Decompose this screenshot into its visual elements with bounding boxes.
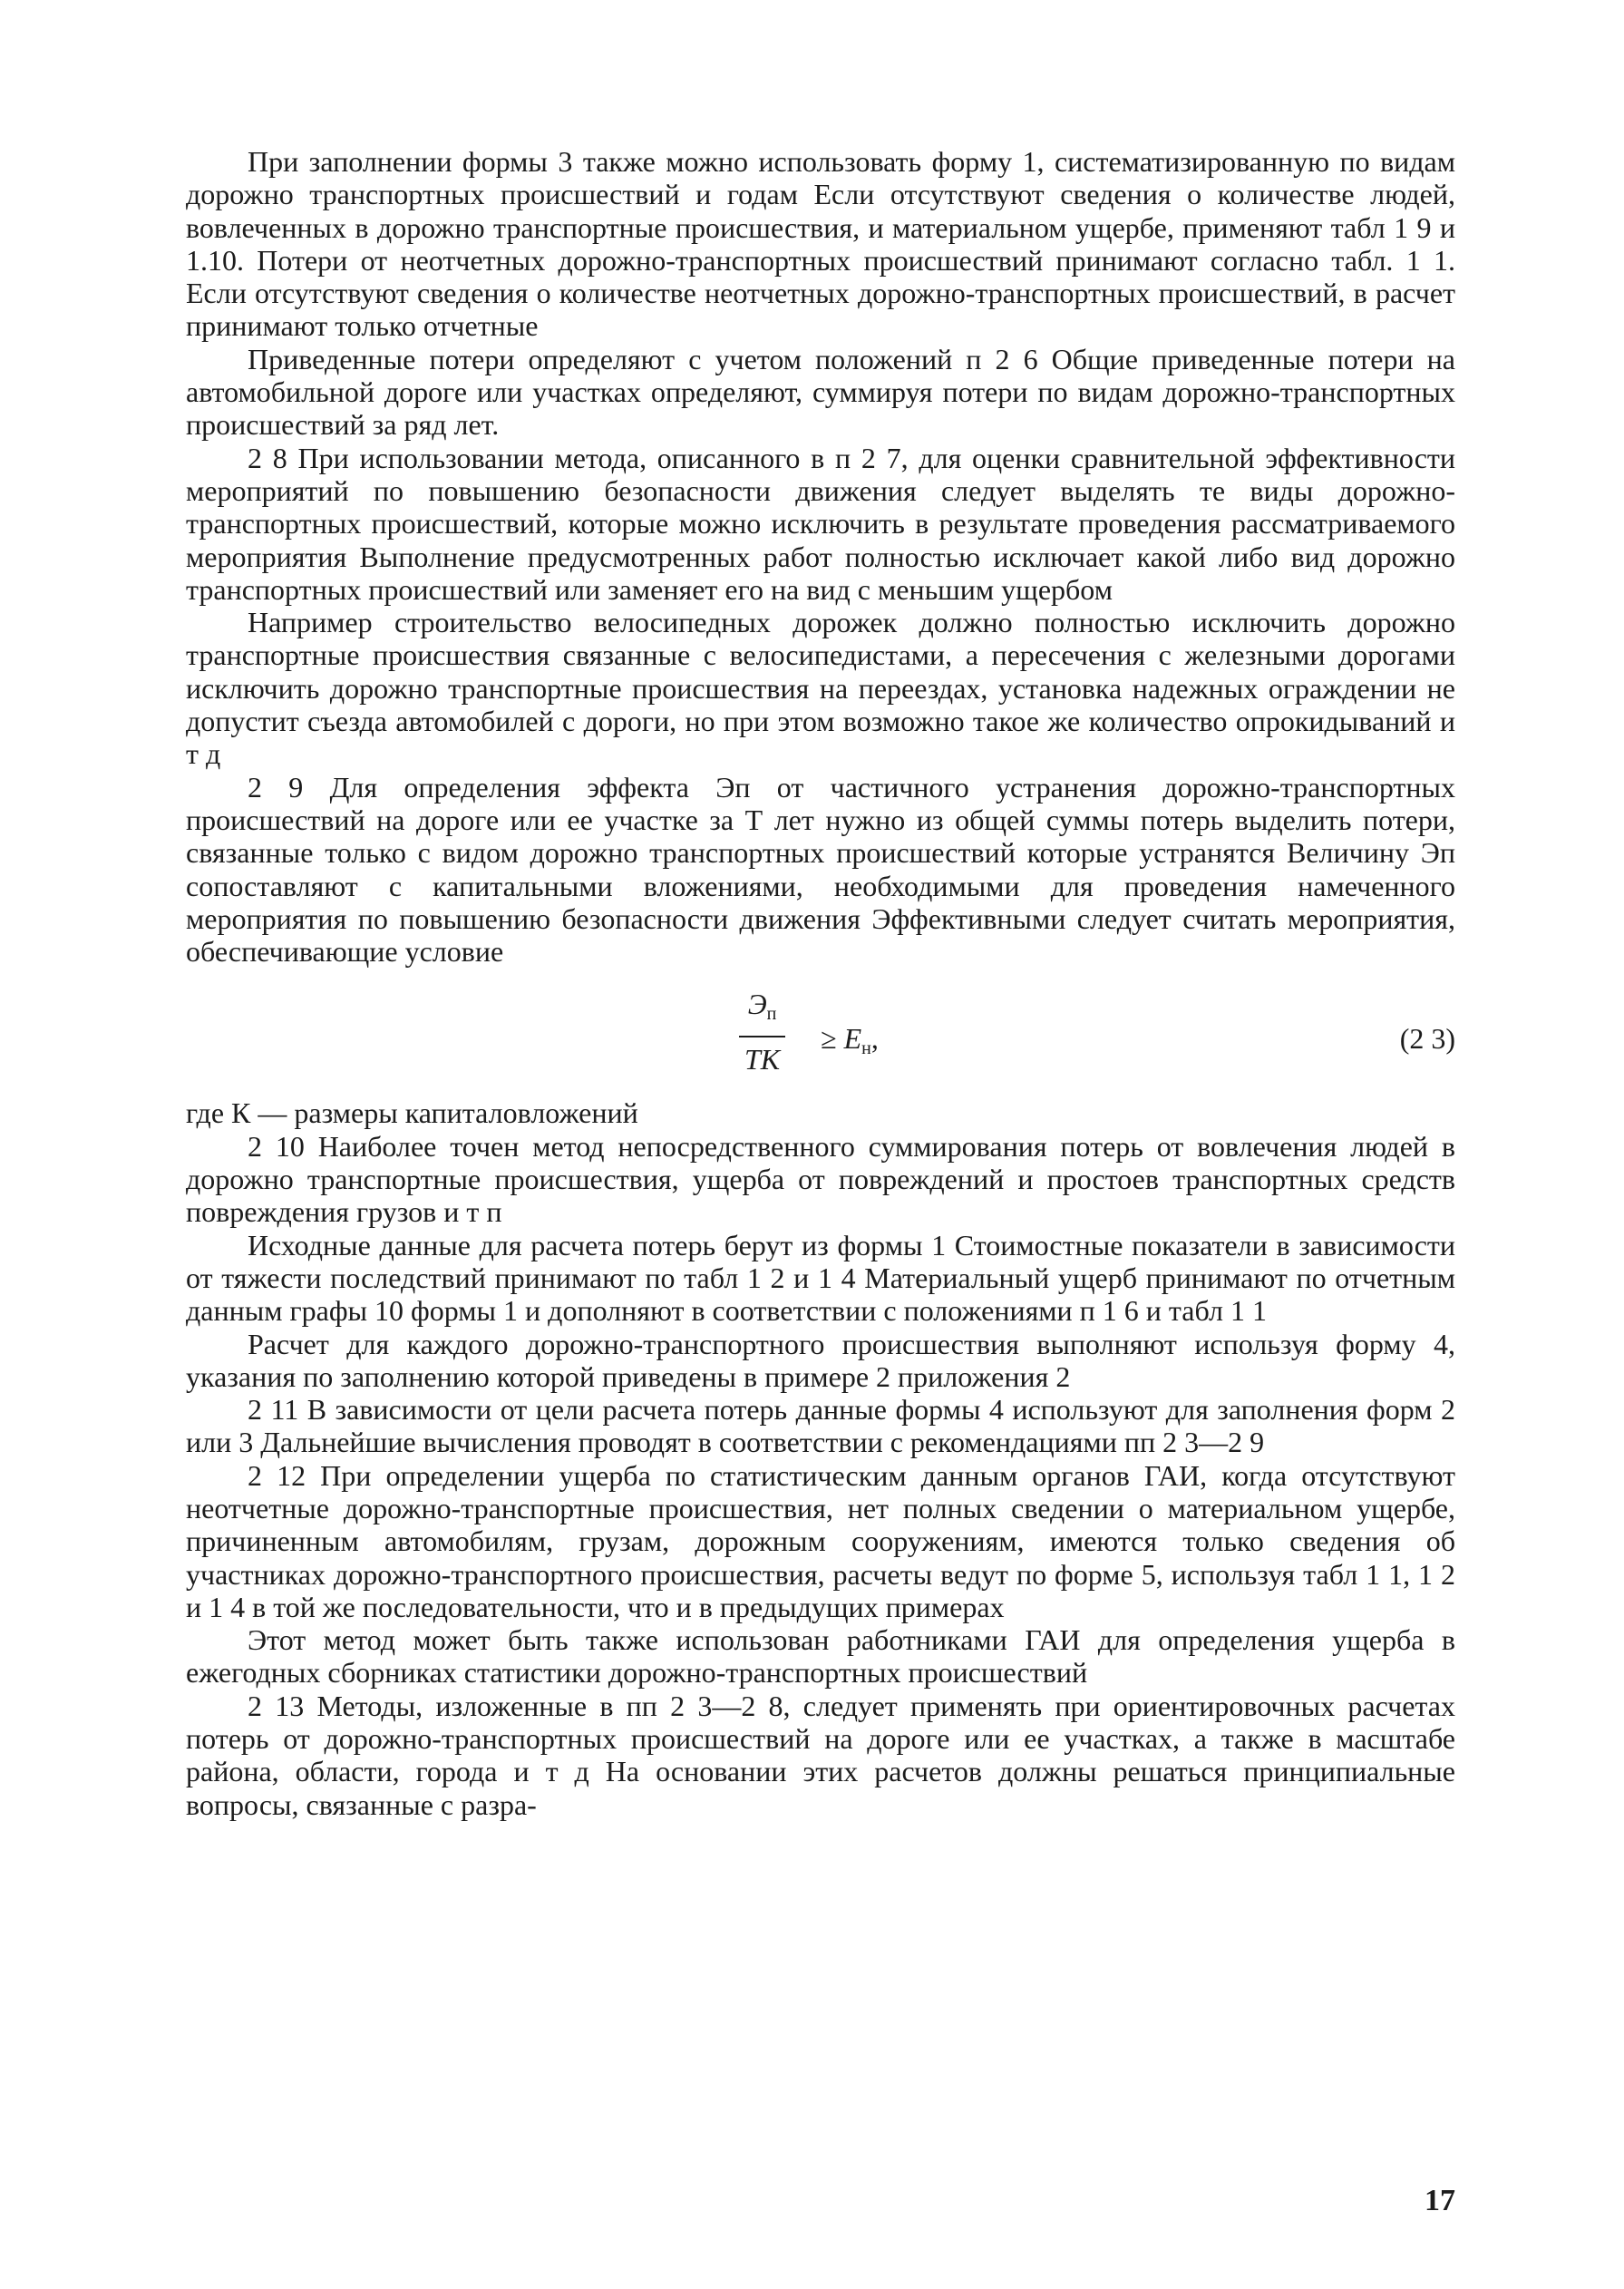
formula-fraction [739,986,785,1077]
formula-2-3 [186,973,1455,1089]
formula-relation: ≥ $E_н$, [821,1022,879,1059]
paragraph-example: Например строительство велосипедных дорожек должно полностью исключить дорожно транспортные происшествия связанные с велосипедистами, а пересечения с железными дорогами исключить дорожно транспортные происшествия на переездах, установка надежных ограждении не допустит съезда автомобилей с дороги, но при этом возможно такое же количество опрокидываний и т д [186,606,1455,771]
equation-number: (2 3) [1399,1022,1455,1056]
paragraph-2-10: 2 10 Наиболее точен метод непосредственного суммирования потерь от вовлечения людей в дорожно транспортные происшествия, ущерба от повреждений и простоев транспортных средств повреждения грузов и т п [186,1129,1455,1229]
paragraph-2-9: 2 9 Для определения эффекта Эп от частичного устранения дорожно-транспортных происшествий на дороге или ее участке за Т лет нужно из общей суммы потерь выделить потери, связанные только с видом дорожно транспортных происшествий которые устранятся Величину Эп сопоставляют с капитальными вложениями, необходимыми для проведения намеченного мероприятия по повышению безопасности движения Эффективными следует считать мероприятия, обеспечивающие условие [186,770,1455,969]
page-number: 17 [1425,2184,1455,2217]
paragraph-reduced-losses: Приведенные потери определяют с учетом положений п 2 6 Общие приведенные потери на автомобильной дороге или участках определяют, суммируя потери по видам дорожно-транспортных происшествий за ряд лет. [186,342,1455,442]
paragraph-2-13: 2 13 Методы, изложенные в пп 2 3—2 8, следует применять при ориентировочных расчетах потерь от дорожно-транспортных происшествий на дороге или ее участках, а также в масштабе района, области, города и т д На основании этих расчетов должны решаться принципиальные вопросы, связанные с разра- [186,1689,1455,1821]
paragraph-2-11: 2 11 В зависимости от цели расчета потерь данные формы 4 используют для заполнения форм 2 или 3 Дальнейшие вычисления проводят в соответствии с рекомендациями пп 2 3—2 9 [186,1393,1455,1459]
paragraph-2-12: 2 12 При определении ущерба по статистическим данным органов ГАИ, когда отсутствуют неотчетные дорожно-транспортные происшествия, нет полных сведении о материальном ущербе, причиненным автомобилям, грузам, дорожным сооружениям, имеются только сведения об участниках дорожно-транспортного происшествия, расчеты ведут по форме 5, используя табл 1 1, 1 2 и 1 4 в той же последовательности, что и в предыдущих примерах [186,1458,1455,1623]
fraction-bar [739,1036,785,1037]
document-page [186,145,1455,1821]
paragraph-source-data: Исходные данные для расчета потерь берут из формы 1 Стоимостные показатели в зависимости от тяжести последствий принимают по табл 1 2 и 1 4 Материальный ущерб принимают по отчетным данным графы 10 формы 1 и дополняют в соответствии с положениями п 1 6 и табл 1 1 [186,1228,1455,1328]
formula-numerator: $Э_п$ [747,988,777,1025]
paragraph-where-k: где К — размеры капиталовложений [186,1096,638,1130]
formula-denominator: ТК [744,1043,781,1076]
paragraph-gai-method: Этот метод может быть также использован работниками ГАИ для определения ущерба в ежегодных сборниках статистики дорожно-транспортных происшествий [186,1623,1455,1690]
paragraph-calculation: Расчет для каждого дорожно-транспортного происшествия выполняют используя форму 4, указания по заполнению которой приведены в примере 2 приложения 2 [186,1327,1455,1393]
paragraph-form-3-usage: При заполнении формы 3 также можно использовать форму 1, систематизированную по видам дорожно транспортных происшествий и годам Если отсутствуют сведения о количестве людей, вовлеченных в дорожно транспортные происшествия, и материальном ущербе, применяют табл 1 9 и 1.10. Потери от неотчетных дорожно-транспортных происшествий принимают согласно табл. 1 1. Если отсутствуют сведения о количестве неотчетных дорожно-транспортных происшествий, в расчет принимают только отчетные [186,145,1455,343]
paragraph-2-8: 2 8 При использовании метода, описанного в п 2 7, для оценки сравнительной эффективности мероприятий по повышению безопасности движения следует выделять те виды дорожно-транспортных происшествий, которые можно исключить в результате проведения рассматриваемого мероприятия Выполнение предусмотренных работ полностью исключает какой либо вид дорожно транспортных происшествий или заменяет его на вид с меньшим ущербом [186,441,1455,606]
